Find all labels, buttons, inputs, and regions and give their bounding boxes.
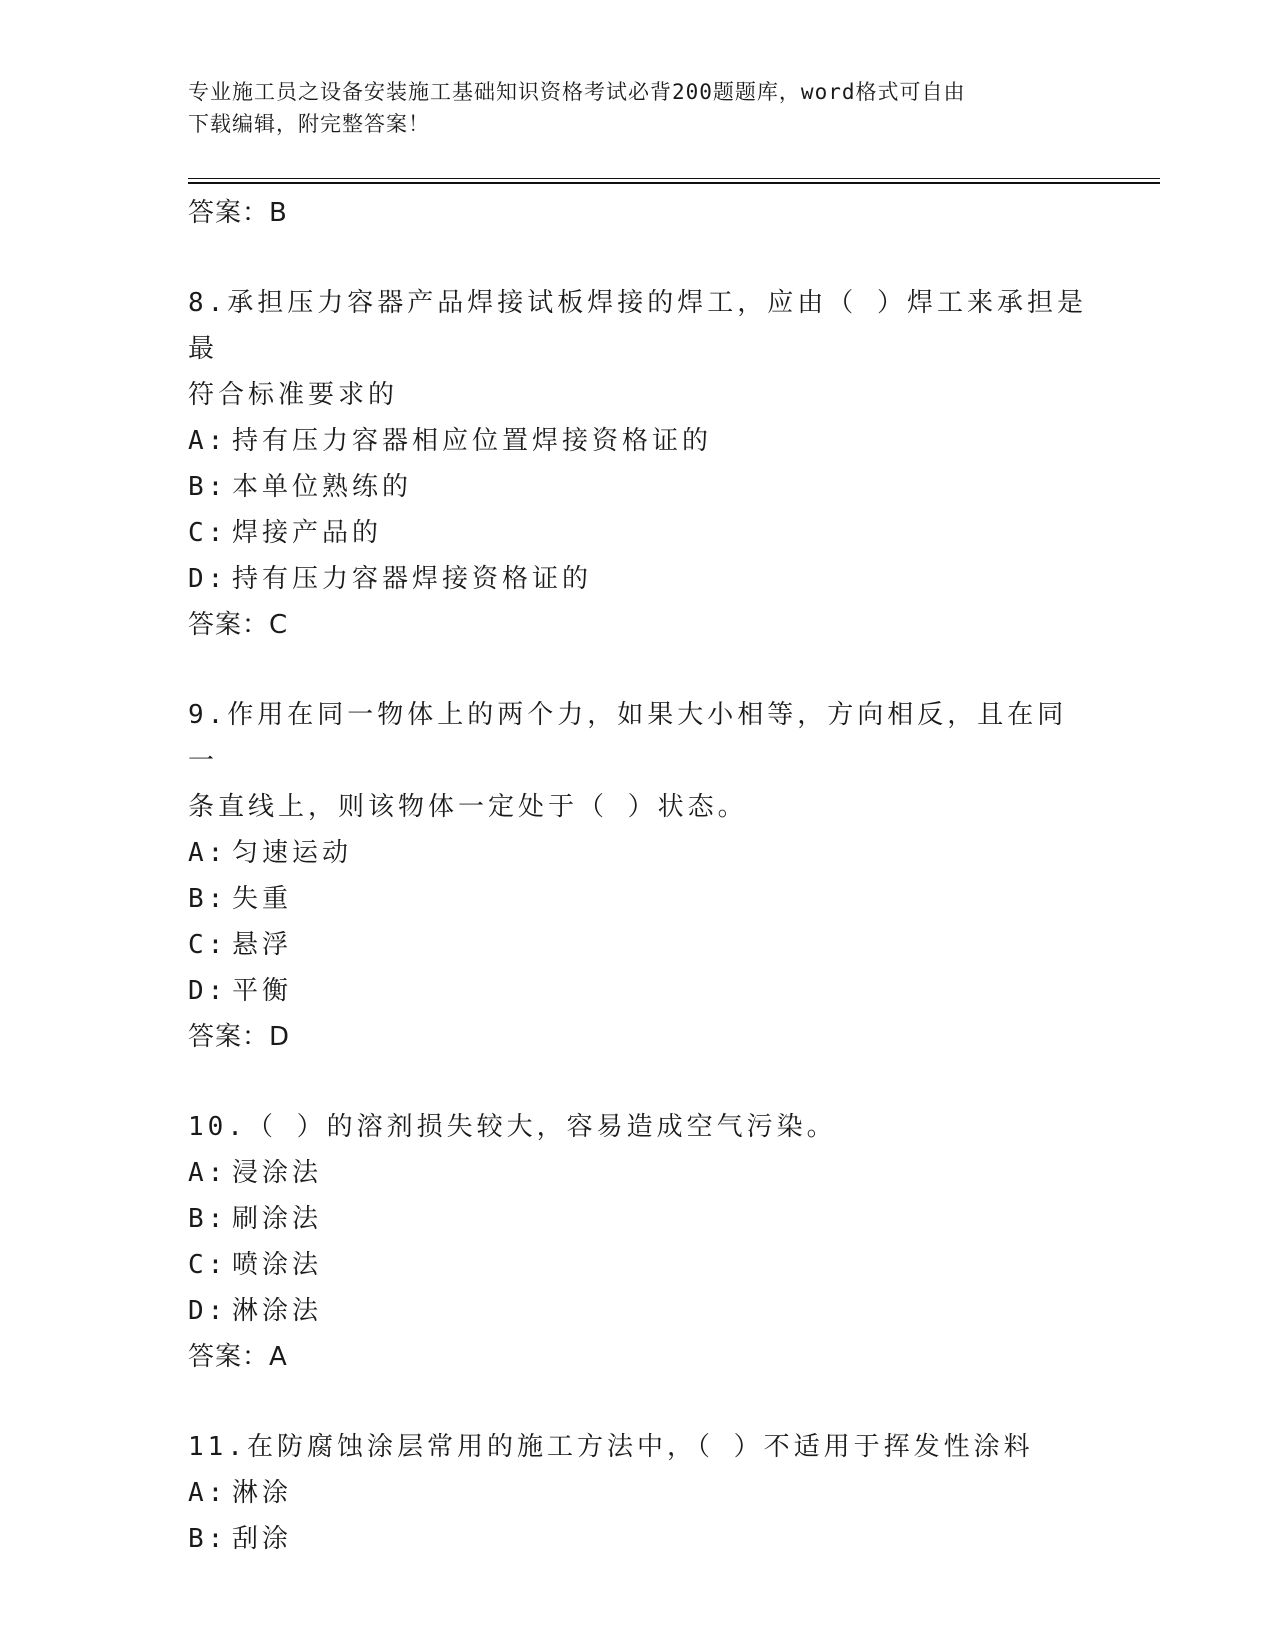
answer-label: 答案：A: [188, 1342, 288, 1372]
option-text: 悬浮: [232, 930, 293, 960]
option-b: [188, 464, 1088, 510]
option-key: D:: [188, 1296, 228, 1326]
option-key: C:: [188, 518, 228, 548]
option-text: 持有压力容器焊接资格证的: [232, 564, 593, 594]
question-stem-continued: 条直线上，则该物体一定处于（ ）状态。: [188, 792, 748, 822]
option-key: A:: [188, 1478, 228, 1508]
option-c: [188, 510, 1088, 556]
option-a: [188, 1150, 1088, 1196]
option-text: 持有压力容器相应位置焊接资格证的: [232, 426, 713, 456]
option-text: 喷涂法: [232, 1250, 323, 1280]
option-a: [188, 418, 1088, 464]
option-text: 本单位熟练的: [232, 472, 413, 502]
header-divider-thin: [188, 178, 1160, 179]
option-c: [188, 1242, 1088, 1288]
option-text: 浸涂法: [232, 1158, 323, 1188]
question-11: [188, 1424, 1088, 1562]
option-text: 平衡: [232, 976, 293, 1006]
question-8: [188, 280, 1088, 648]
question-9: [188, 692, 1088, 1060]
option-a: [188, 830, 1088, 876]
option-key: A:: [188, 1158, 228, 1188]
option-d: [188, 968, 1088, 1014]
option-b: [188, 876, 1088, 922]
option-key: D:: [188, 976, 228, 1006]
option-key: A:: [188, 426, 228, 456]
option-b: [188, 1516, 1088, 1562]
question-10: [188, 1104, 1088, 1380]
header-divider-thick: [188, 182, 1160, 184]
option-text: 刮涂: [232, 1524, 293, 1554]
option-d: [188, 1288, 1088, 1334]
option-key: B:: [188, 1524, 228, 1554]
option-key: B:: [188, 1204, 228, 1234]
answer-label: 答案：B: [188, 198, 288, 228]
option-text: 刷涂法: [232, 1204, 323, 1234]
option-key: C:: [188, 930, 228, 960]
option-key: C:: [188, 1250, 228, 1280]
option-text: 淋涂: [232, 1478, 293, 1508]
option-b: [188, 1196, 1088, 1242]
option-key: D:: [188, 564, 228, 594]
header-line-2: 下载编辑，附完整答案！: [188, 112, 430, 136]
answer-label: 答案：D: [188, 1022, 291, 1052]
option-text: 失重: [232, 884, 293, 914]
document-body: [188, 190, 1088, 1562]
document-header: [188, 76, 1068, 140]
header-line-1: 专业施工员之设备安装施工基础知识资格考试必背200题题库，word格式可自由: [188, 80, 966, 104]
question-stem: 8.承担压力容器产品焊接试板焊接的焊工，应由（ ）焊工来承担是最: [188, 288, 1087, 364]
option-a: [188, 1470, 1088, 1516]
answer-label: 答案：C: [188, 610, 289, 640]
option-key: A:: [188, 838, 228, 868]
question-stem: 9.作用在同一物体上的两个力，如果大小相等，方向相反，且在同一: [188, 700, 1068, 776]
question-stem: 10.（ ）的溶剂损失较大，容易造成空气污染。: [188, 1112, 837, 1142]
option-text: 淋涂法: [232, 1296, 323, 1326]
option-c: [188, 922, 1088, 968]
option-text: 焊接产品的: [232, 518, 383, 548]
question-stem-continued: 符合标准要求的: [188, 380, 399, 410]
question-stem: 11.在防腐蚀涂层常用的施工方法中，（ ）不适用于挥发性涂料: [188, 1432, 1034, 1462]
option-text: 匀速运动: [232, 838, 353, 868]
option-key: B:: [188, 884, 228, 914]
option-d: [188, 556, 1088, 602]
option-key: B:: [188, 472, 228, 502]
